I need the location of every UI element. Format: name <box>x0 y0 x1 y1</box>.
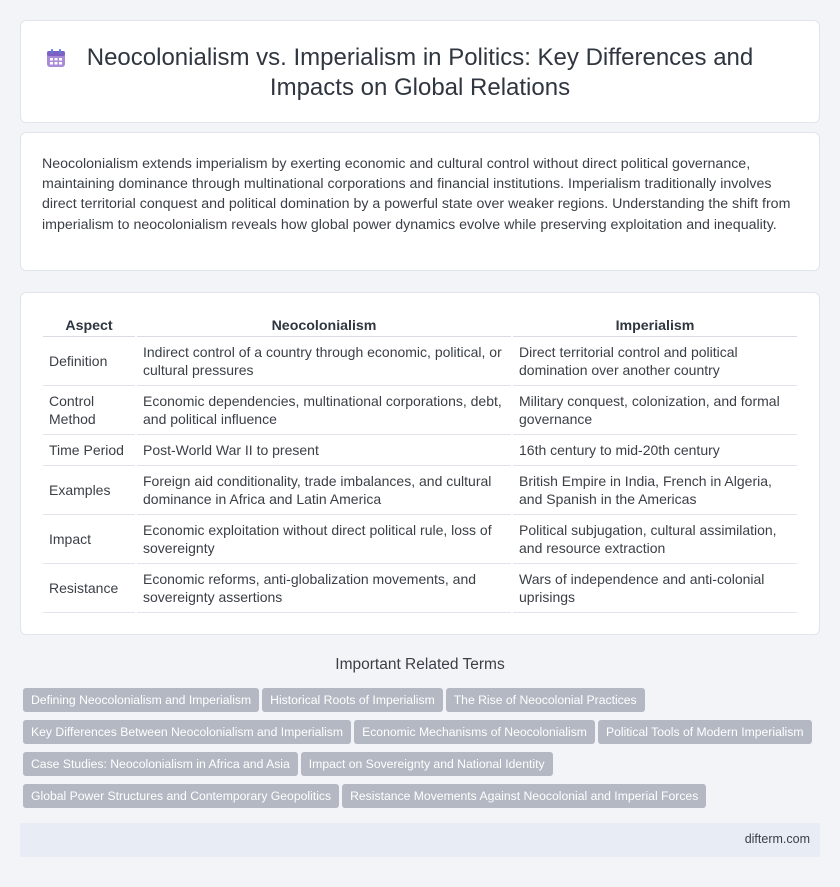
table-header-row <box>43 317 797 337</box>
table-cell-aspect: Examples <box>43 466 135 515</box>
table-cell-aspect: Impact <box>43 515 135 564</box>
related-term-tag[interactable]: Historical Roots of Imperialism <box>262 688 443 712</box>
related-term-tag[interactable]: Key Differences Between Neocolonialism and Imperialism <box>23 720 351 744</box>
related-term-tag[interactable]: Impact on Sovereignty and National Identity <box>301 752 553 776</box>
table-cell-imperialism: Wars of independence and anti-colonial uprisings <box>513 564 797 613</box>
related-terms-list <box>23 688 823 816</box>
table-row <box>43 435 797 466</box>
table-cell-aspect: Control Method <box>43 386 135 435</box>
table-cell-neocolonialism: Economic dependencies, multinational corporations, debt, and political influence <box>137 386 511 435</box>
table-cell-aspect: Definition <box>43 337 135 386</box>
table-cell-aspect: Resistance <box>43 564 135 613</box>
table-cell-imperialism: Political subjugation, cultural assimilation, and resource extraction <box>513 515 797 564</box>
table-cell-imperialism: Direct territorial control and political domination over another country <box>513 337 797 386</box>
table-row <box>43 386 797 435</box>
table-cell-neocolonialism: Indirect control of a country through economic, political, or cultural pressures <box>137 337 511 386</box>
related-term-tag[interactable]: Economic Mechanisms of Neocolonialism <box>354 720 595 744</box>
table-cell-neocolonialism: Foreign aid conditionality, trade imbalances, and cultural dominance in Africa and Latin America <box>137 466 511 515</box>
tag-row <box>23 720 823 752</box>
tag-row <box>23 784 823 816</box>
intro-text: Neocolonialism extends imperialism by exerting economic and cultural control without direct political governance, maintaining dominance through multinational corporations and financial institutions. Imperialism traditionally involves direct territorial conquest and political domination by a powerful state over weaker regions. Understanding the shift from imperialism to neocolonialism reveals how global power dynamics evolve while preserving exploitation and inequality. <box>42 156 791 233</box>
tag-row <box>23 688 823 720</box>
table-cell-aspect: Time Period <box>43 435 135 466</box>
related-term-tag[interactable]: Political Tools of Modern Imperialism <box>598 720 812 744</box>
header-card <box>20 20 820 123</box>
related-term-tag[interactable]: Resistance Movements Against Neocolonial and Imperial Forces <box>342 784 706 808</box>
header-aspect: Aspect <box>43 317 135 337</box>
comparison-table-card <box>20 292 820 635</box>
header-neocolonialism: Neocolonialism <box>137 317 511 337</box>
footer <box>20 823 820 857</box>
tag-row <box>23 752 823 784</box>
table-row <box>43 466 797 515</box>
intro-card <box>20 132 820 271</box>
related-term-tag[interactable]: Defining Neocolonialism and Imperialism <box>23 688 259 712</box>
footer-site-link[interactable]: difterm.com <box>744 832 810 846</box>
related-terms-title: Important Related Terms <box>335 656 505 673</box>
table-cell-neocolonialism: Post-World War II to present <box>137 435 511 466</box>
table-cell-imperialism: Military conquest, colonization, and formal governance <box>513 386 797 435</box>
header-imperialism: Imperialism <box>513 317 797 337</box>
comparison-table <box>41 317 799 613</box>
table-row <box>43 515 797 564</box>
table-row <box>43 337 797 386</box>
table-cell-imperialism: British Empire in India, French in Algeria, and Spanish in the Americas <box>513 466 797 515</box>
table-cell-neocolonialism: Economic reforms, anti-globalization movements, and sovereignty assertions <box>137 564 511 613</box>
table-cell-imperialism: 16th century to mid-20th century <box>513 435 797 466</box>
table-row <box>43 564 797 613</box>
related-term-tag[interactable]: Global Power Structures and Contemporary Geopolitics <box>23 784 339 808</box>
related-term-tag[interactable]: Case Studies: Neocolonialism in Africa and Asia <box>23 752 298 776</box>
related-term-tag[interactable]: The Rise of Neocolonial Practices <box>446 688 645 712</box>
page-title: Neocolonialism vs. Imperialism in Politics: Key Differences and Impacts on Global Relations <box>86 44 754 101</box>
table-cell-neocolonialism: Economic exploitation without direct political rule, loss of sovereignty <box>137 515 511 564</box>
